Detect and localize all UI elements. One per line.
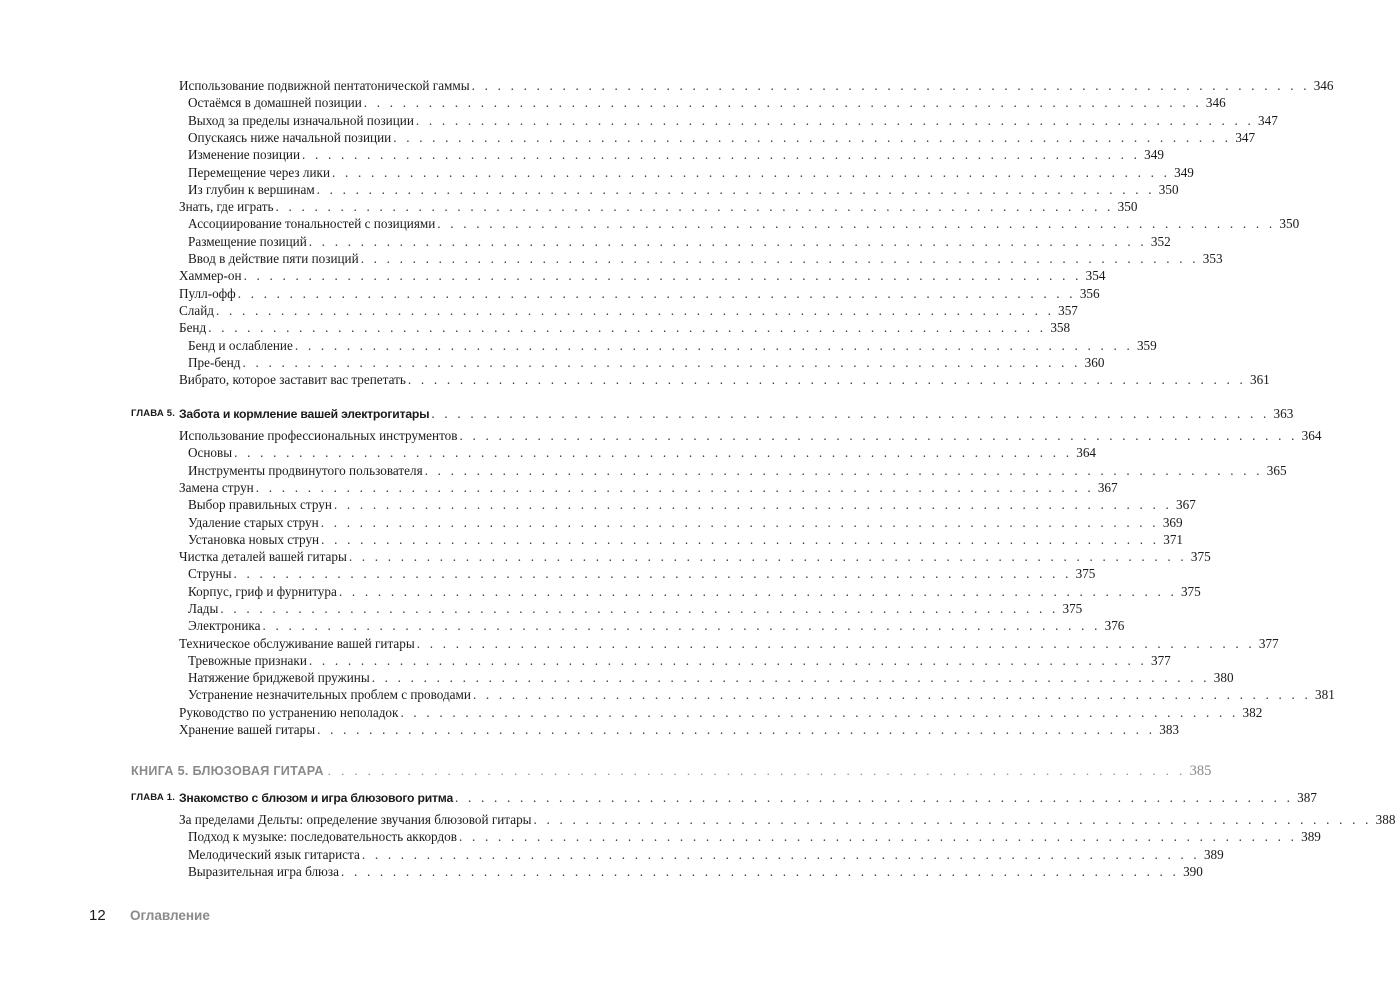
chapter-label: ГЛАВА 1. bbox=[131, 792, 176, 803]
toc-page-number: 353 bbox=[1202, 251, 1223, 266]
toc-subentry bbox=[188, 600, 1083, 618]
toc-page-number: 389 bbox=[1203, 847, 1224, 862]
toc-page-number: 356 bbox=[1079, 286, 1100, 301]
toc-subentry bbox=[188, 444, 1097, 462]
toc-entry bbox=[179, 285, 1100, 303]
dot-leader: . . . . . . . . . . . . . . . . . . . . . . . . . . . . . . . . . . . . . . . . . . . . . . . . . . . . . . . . . . . . . . . . . bbox=[327, 763, 1186, 778]
toc-entry-title: За пределами Дельты: определение звучания блюзовой гитары bbox=[179, 812, 532, 827]
dot-leader: . . . . . . . . . . . . . . . . . . . . . . . . . . . . . . . . . . . . . . . . . . . . . . . . . . . . . . . . . . . . . . . . . bbox=[459, 428, 1298, 443]
dot-leader: . . . . . . . . . . . . . . . . . . . . . . . . . . . . . . . . . . . . . . . . . . . . . . . . . . . . . . . . . . . . . . . . . bbox=[424, 463, 1263, 478]
toc-entry-title: Выбор правильных струн bbox=[188, 497, 332, 512]
dot-leader: . . . . . . . . . . . . . . . . . . . . . . . . . . . . . . . . . . . . . . . . . . . . . . . . . . . . . . . . . . . . . . . . . bbox=[415, 113, 1255, 128]
toc-entry-title: Вибрато, которое заставит вас трепетать bbox=[179, 372, 406, 387]
toc-entry-title: Знать, где играть bbox=[179, 199, 274, 214]
dot-leader: . . . . . . . . . . . . . . . . . . . . . . . . . . . . . . . . . . . . . . . . . . . . . . . . . . . . . . . . . . . . . . . . . bbox=[407, 372, 1246, 387]
toc-entry-title: Установка новых струн bbox=[188, 532, 320, 547]
toc-subentry bbox=[188, 496, 1196, 514]
toc-entry bbox=[179, 635, 1279, 653]
toc-entry-title: Натяжение бриджевой пружины bbox=[188, 670, 370, 685]
toc-subentry bbox=[188, 863, 1203, 881]
toc-page-number: 375 bbox=[1190, 549, 1211, 564]
toc-entry bbox=[179, 77, 1334, 95]
toc-subentry bbox=[188, 354, 1105, 372]
page-number: 12 bbox=[89, 907, 106, 924]
toc-entry-title: Техническое обслуживание вашей гитары bbox=[179, 636, 415, 651]
toc-subentry bbox=[188, 215, 1300, 233]
toc-entry-title: Лады bbox=[188, 601, 219, 616]
toc-entry-title: Ассоциирование тональностей с позициями bbox=[188, 216, 436, 231]
toc-entry bbox=[179, 319, 1071, 337]
toc-page-number: 390 bbox=[1183, 864, 1203, 879]
toc-page-number: 388 bbox=[1375, 812, 1395, 827]
toc-entry bbox=[179, 479, 1118, 497]
toc-page-number: 375 bbox=[1180, 584, 1201, 599]
dot-leader: . . . . . . . . . . . . . . . . . . . . . . . . . . . . . . . . . . . . . . . . . . . . . . . . . . . . . . . . . . . . . . . . . bbox=[220, 601, 1059, 616]
toc-entry-title: Забота и кормление вашей электрогитары bbox=[179, 407, 430, 421]
dot-leader: . . . . . . . . . . . . . . . . . . . . . . . . . . . . . . . . . . . . . . . . . . . . . . . . . . . . . . . . . . . . . . . . . bbox=[321, 532, 1160, 547]
dot-leader: . . . . . . . . . . . . . . . . . . . . . . . . . . . . . . . . . . . . . . . . . . . . . . . . . . . . . . . . . . . . . . . . . bbox=[471, 78, 1310, 93]
toc-entry-title: Удаление старых струн bbox=[188, 515, 319, 530]
toc-entry bbox=[179, 267, 1106, 285]
toc-page-number: 389 bbox=[1301, 829, 1321, 844]
toc-entry bbox=[179, 371, 1270, 389]
dot-leader: . . . . . . . . . . . . . . . . . . . . . . . . . . . . . . . . . . . . . . . . . . . . . . . . . . . . . . . . . . . . . . . . . bbox=[216, 303, 1055, 318]
dot-leader: . . . . . . . . . . . . . . . . . . . . . . . . . . . . . . . . . . . . . . . . . . . . . . . . . . . . . . . . . . . . . . . . . bbox=[332, 165, 1171, 180]
toc-subentry bbox=[188, 337, 1157, 355]
toc-entry-title: Выход за пределы изначальной позиции bbox=[188, 113, 414, 128]
chapter-title-row bbox=[179, 789, 1317, 807]
toc-subentry bbox=[188, 565, 1096, 583]
dot-leader: . . . . . . . . . . . . . . . . . . . . . . . . . . . . . . . . . . . . . . . . . . . . . . . . . . . . . . . . . . . . . . . . . bbox=[348, 549, 1187, 564]
toc-page-number: 346 bbox=[1205, 95, 1226, 110]
chapter-title-row bbox=[179, 405, 1294, 423]
toc-page-number: 382 bbox=[1242, 705, 1263, 720]
toc-subentry bbox=[188, 94, 1226, 112]
toc-subentry bbox=[188, 250, 1223, 268]
toc-page-number: 350 bbox=[1279, 216, 1300, 231]
toc-page-number: 364 bbox=[1301, 428, 1322, 443]
toc-subentry bbox=[188, 617, 1125, 635]
toc-entry-title: Электроника bbox=[188, 618, 261, 633]
toc-page-number: 369 bbox=[1162, 515, 1183, 530]
toc-page-number: 367 bbox=[1176, 497, 1196, 512]
toc-page-number: 377 bbox=[1258, 636, 1279, 651]
toc-entry-title: Мелодический язык гитариста bbox=[188, 847, 360, 862]
toc-page-number: 361 bbox=[1249, 372, 1270, 387]
toc-page-number: 367 bbox=[1097, 480, 1118, 495]
dot-leader: . . . . . . . . . . . . . . . . . . . . . . . . . . . . . . . . . . . . . . . . . . . . . . . . . . . . . . . . . . . . . . . . . bbox=[302, 147, 1141, 162]
dot-leader: . . . . . . . . . . . . . . . . . . . . . . . . . . . . . . . . . . . . . . . . . . . . . . . . . . . . . . . . . . . . . . . . . bbox=[237, 286, 1076, 301]
dot-leader: . . . . . . . . . . . . . . . . . . . . . . . . . . . . . . . . . . . . . . . . . . . . . . . . . . . . . . . . . . . . . . . . . bbox=[458, 829, 1298, 844]
dot-leader: . . . . . . . . . . . . . . . . . . . . . . . . . . . . . . . . . . . . . . . . . . . . . . . . . . . . . . . . . . . . . . . . . bbox=[320, 515, 1159, 530]
toc-page-number: 350 bbox=[1117, 199, 1138, 214]
toc-subentry bbox=[188, 146, 1164, 164]
toc-entry-title: Слайд bbox=[179, 303, 214, 318]
toc-subentry bbox=[188, 828, 1321, 846]
toc-subentry bbox=[188, 462, 1287, 480]
dot-leader: . . . . . . . . . . . . . . . . . . . . . . . . . . . . . . . . . . . . . . . . . . . . . . . . . . . . . . . . . . . . . . . . . bbox=[361, 847, 1200, 862]
toc-entry-title: Ввод в действие пяти позиций bbox=[188, 251, 359, 266]
toc-page-number: 363 bbox=[1273, 406, 1294, 421]
toc-page-number: 347 bbox=[1235, 130, 1256, 145]
toc-entry bbox=[179, 721, 1180, 739]
toc-subentry bbox=[188, 129, 1256, 147]
chapter-label: ГЛАВА 5. bbox=[131, 408, 176, 419]
dot-leader: . . . . . . . . . . . . . . . . . . . . . . . . . . . . . . . . . . . . . . . . . . . . . . . . . . . . . . . . . . . . . . . . . bbox=[234, 445, 1073, 460]
dot-leader: . . . . . . . . . . . . . . . . . . . . . . . . . . . . . . . . . . . . . . . . . . . . . . . . . . . . . . . . . . . . . . . . . bbox=[393, 130, 1232, 145]
dot-leader: . . . . . . . . . . . . . . . . . . . . . . . . . . . . . . . . . . . . . . . . . . . . . . . . . . . . . . . . . . . . . . . . . bbox=[363, 95, 1202, 110]
toc-entry-title: Знакомство с блюзом и игра блюзового ритма bbox=[179, 791, 454, 805]
dot-leader: . . . . . . . . . . . . . . . . . . . . . . . . . . . . . . . . . . . . . . . . . . . . . . . . . . . . . . . . . . . . . . . . . bbox=[255, 480, 1094, 495]
toc-page-number: 349 bbox=[1144, 147, 1164, 162]
toc-page-number: 352 bbox=[1150, 234, 1171, 249]
toc-page-number: 350 bbox=[1158, 182, 1179, 197]
toc-entry-title: Струны bbox=[188, 566, 232, 581]
toc-entry-title: Чистка деталей вашей гитары bbox=[179, 549, 347, 564]
dot-leader: . . . . . . . . . . . . . . . . . . . . . . . . . . . . . . . . . . . . . . . . . . . . . . . . . . . . . . . . . . . . . . . . . bbox=[242, 355, 1081, 370]
toc-page-number: 381 bbox=[1315, 687, 1335, 702]
toc-subentry bbox=[188, 583, 1201, 601]
toc-entry-title: Бенд bbox=[179, 320, 207, 335]
toc-entry-title: Опускаясь ниже начальной позиции bbox=[188, 130, 392, 145]
toc-page-number: 357 bbox=[1058, 303, 1078, 318]
toc-entry-title: Бенд и ослабление bbox=[188, 338, 293, 353]
dot-leader: . . . . . . . . . . . . . . . . . . . . . . . . . . . . . . . . . . . . . . . . . . . . . . . . . . . . . . . . . . . . . . . . . bbox=[243, 268, 1082, 283]
dot-leader: . . . . . . . . . . . . . . . . . . . . . . . . . . . . . . . . . . . . . . . . . . . . . . . . . . . . . . . . . . . . . . . . . bbox=[338, 584, 1177, 599]
dot-leader: . . . . . . . . . . . . . . . . . . . . . . . . . . . . . . . . . . . . . . . . . . . . . . . . . . . . . . . . . . . . . . . . . bbox=[533, 812, 1372, 827]
toc-entry-title: Хранение вашей гитары bbox=[179, 722, 316, 737]
dot-leader: . . . . . . . . . . . . . . . . . . . . . . . . . . . . . . . . . . . . . . . . . . . . . . . . . . . . . . . . . . . . . . . . . bbox=[275, 199, 1114, 214]
toc-entry-title: Перемещение через лики bbox=[188, 165, 330, 180]
toc-page-number: 376 bbox=[1104, 618, 1125, 633]
toc-page-number: 364 bbox=[1076, 445, 1097, 460]
dot-leader: . . . . . . . . . . . . . . . . . . . . . . . . . . . . . . . . . . . . . . . . . . . . . . . . . . . . . . . . . . . . . . . . . bbox=[431, 406, 1270, 421]
dot-leader: . . . . . . . . . . . . . . . . . . . . . . . . . . . . . . . . . . . . . . . . . . . . . . . . . . . . . . . . . . . . . . . . . bbox=[308, 234, 1147, 249]
toc-page-number: 375 bbox=[1075, 566, 1096, 581]
toc-page-number: 359 bbox=[1136, 338, 1157, 353]
toc-entry-title: Основы bbox=[188, 445, 233, 460]
toc-page-number: 346 bbox=[1313, 78, 1334, 93]
book-title: КНИГА 5. БЛЮЗОВАЯ ГИТАРА bbox=[131, 764, 324, 778]
toc-subentry bbox=[188, 846, 1224, 864]
running-title: Оглавление bbox=[130, 908, 210, 923]
dot-leader: . . . . . . . . . . . . . . . . . . . . . . . . . . . . . . . . . . . . . . . . . . . . . . . . . . . . . . . . . . . . . . . . . bbox=[233, 566, 1072, 581]
toc-entry-title: Выразительная игра блюза bbox=[188, 864, 339, 879]
toc-entry bbox=[179, 704, 1263, 722]
toc-subentry bbox=[188, 181, 1179, 199]
toc-page-number: 387 bbox=[1297, 790, 1317, 805]
toc-page-number: 349 bbox=[1174, 165, 1194, 180]
dot-leader: . . . . . . . . . . . . . . . . . . . . . . . . . . . . . . . . . . . . . . . . . . . . . . . . . . . . . . . . . . . . . . . . . bbox=[455, 790, 1294, 805]
dot-leader: . . . . . . . . . . . . . . . . . . . . . . . . . . . . . . . . . . . . . . . . . . . . . . . . . . . . . . . . . . . . . . . . . bbox=[437, 216, 1276, 231]
dot-leader: . . . . . . . . . . . . . . . . . . . . . . . . . . . . . . . . . . . . . . . . . . . . . . . . . . . . . . . . . . . . . . . . . bbox=[294, 338, 1133, 353]
toc-subentry bbox=[188, 514, 1183, 532]
dot-leader: . . . . . . . . . . . . . . . . . . . . . . . . . . . . . . . . . . . . . . . . . . . . . . . . . . . . . . . . . . . . . . . . . bbox=[316, 182, 1155, 197]
toc-subentry bbox=[188, 686, 1335, 704]
toc-entry-title: Пулл-офф bbox=[179, 286, 236, 301]
toc-subentry bbox=[188, 531, 1183, 549]
dot-leader: . . . . . . . . . . . . . . . . . . . . . . . . . . . . . . . . . . . . . . . . . . . . . . . . . . . . . . . . . . . . . . . . . bbox=[308, 653, 1147, 668]
toc-entry-title: Изменение позиции bbox=[188, 147, 301, 162]
toc-entry-title: Остаёмся в домашней позиции bbox=[188, 95, 362, 110]
toc-page-number: 354 bbox=[1085, 268, 1106, 283]
toc-page-number: 377 bbox=[1150, 653, 1171, 668]
book-heading bbox=[131, 763, 1212, 783]
toc-page-number: 371 bbox=[1163, 532, 1183, 547]
toc-subentry bbox=[188, 112, 1278, 130]
toc-entry-title: Руководство по устранению неполадок bbox=[179, 705, 399, 720]
toc-page-number: 383 bbox=[1159, 722, 1180, 737]
toc-entry-title: Пре-бенд bbox=[188, 355, 241, 370]
toc-subentry bbox=[188, 233, 1171, 251]
dot-leader: . . . . . . . . . . . . . . . . . . . . . . . . . . . . . . . . . . . . . . . . . . . . . . . . . . . . . . . . . . . . . . . . . bbox=[208, 320, 1047, 335]
toc-entry-title: Хаммер-он bbox=[179, 268, 242, 283]
toc-entry bbox=[179, 548, 1211, 566]
book-page-number: 385 bbox=[1189, 763, 1212, 779]
toc-page-number: 375 bbox=[1062, 601, 1083, 616]
toc-subentry bbox=[188, 669, 1234, 687]
toc-entry-title: Подход к музыке: последовательность аккордов bbox=[188, 829, 457, 844]
dot-leader: . . . . . . . . . . . . . . . . . . . . . . . . . . . . . . . . . . . . . . . . . . . . . . . . . . . . . . . . . . . . . . . . . bbox=[400, 705, 1239, 720]
toc-subentry bbox=[188, 164, 1194, 182]
toc-entry bbox=[179, 427, 1322, 445]
toc-page-number: 358 bbox=[1050, 320, 1071, 335]
toc-entry bbox=[179, 302, 1078, 320]
toc-entry bbox=[179, 198, 1138, 216]
dot-leader: . . . . . . . . . . . . . . . . . . . . . . . . . . . . . . . . . . . . . . . . . . . . . . . . . . . . . . . . . . . . . . . . . bbox=[472, 687, 1312, 702]
toc-page-number: 360 bbox=[1084, 355, 1105, 370]
toc-entry bbox=[179, 811, 1395, 829]
dot-leader: . . . . . . . . . . . . . . . . . . . . . . . . . . . . . . . . . . . . . . . . . . . . . . . . . . . . . . . . . . . . . . . . . bbox=[317, 722, 1156, 737]
dot-leader: . . . . . . . . . . . . . . . . . . . . . . . . . . . . . . . . . . . . . . . . . . . . . . . . . . . . . . . . . . . . . . . . . bbox=[262, 618, 1101, 633]
dot-leader: . . . . . . . . . . . . . . . . . . . . . . . . . . . . . . . . . . . . . . . . . . . . . . . . . . . . . . . . . . . . . . . . . bbox=[333, 497, 1172, 512]
toc-entry-title: Использование профессиональных инструментов bbox=[179, 428, 458, 443]
toc-entry-title: Корпус, гриф и фурнитура bbox=[188, 584, 337, 599]
toc-page-number: 365 bbox=[1266, 463, 1287, 478]
toc-entry-title: Инструменты продвинутого пользователя bbox=[188, 463, 423, 478]
toc-entry-title: Устранение незначительных проблем с проводами bbox=[188, 687, 471, 702]
dot-leader: . . . . . . . . . . . . . . . . . . . . . . . . . . . . . . . . . . . . . . . . . . . . . . . . . . . . . . . . . . . . . . . . . bbox=[371, 670, 1210, 685]
dot-leader: . . . . . . . . . . . . . . . . . . . . . . . . . . . . . . . . . . . . . . . . . . . . . . . . . . . . . . . . . . . . . . . . . bbox=[360, 251, 1199, 266]
toc-entry-title: Тревожные признаки bbox=[188, 653, 307, 668]
toc-subentry bbox=[188, 652, 1171, 670]
toc-page-number: 347 bbox=[1258, 113, 1278, 128]
toc-entry-title: Использование подвижной пентатонической гаммы bbox=[179, 78, 470, 93]
toc-page-number: 380 bbox=[1213, 670, 1234, 685]
dot-leader: . . . . . . . . . . . . . . . . . . . . . . . . . . . . . . . . . . . . . . . . . . . . . . . . . . . . . . . . . . . . . . . . . bbox=[416, 636, 1255, 651]
toc-entry-title: Размещение позиций bbox=[188, 234, 307, 249]
dot-leader: . . . . . . . . . . . . . . . . . . . . . . . . . . . . . . . . . . . . . . . . . . . . . . . . . . . . . . . . . . . . . . . . . bbox=[340, 864, 1180, 879]
toc-entry-title: Замена струн bbox=[179, 480, 254, 495]
toc-entry-title: Из глубин к вершинам bbox=[188, 182, 315, 197]
